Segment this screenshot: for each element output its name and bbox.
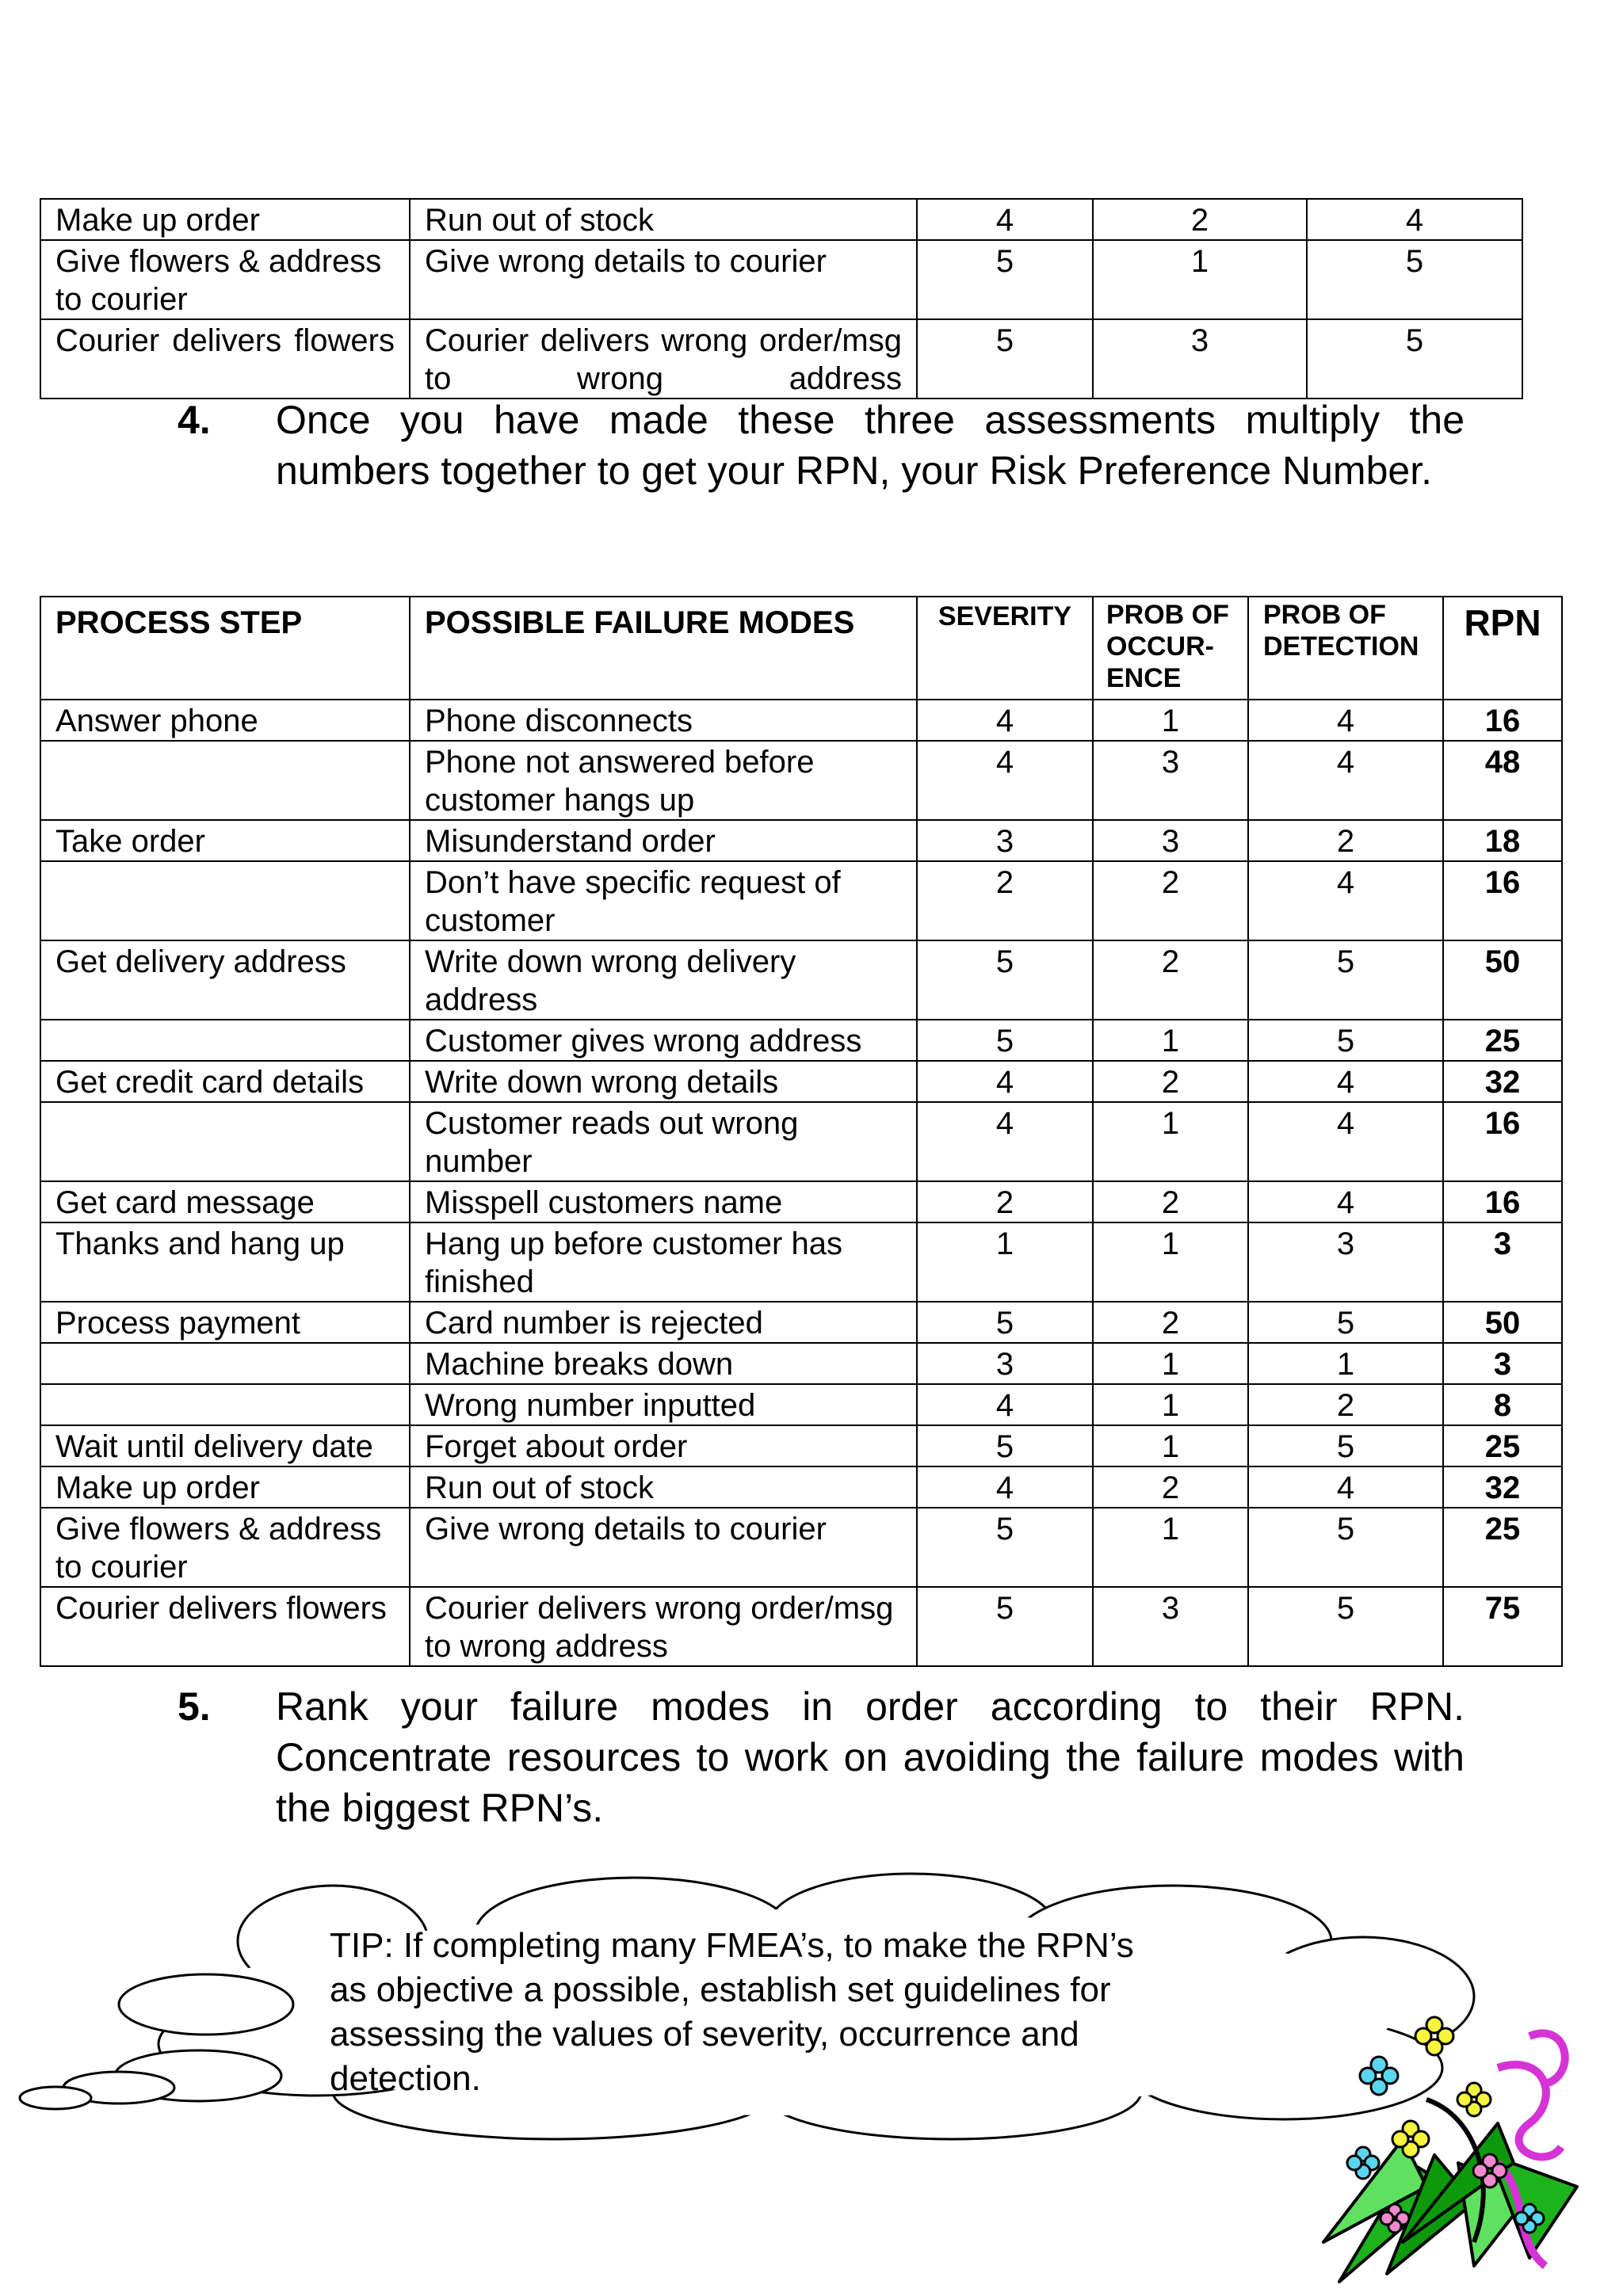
header-rpn: RPN — [1443, 597, 1562, 700]
occurrence-cell: 1 — [1093, 1222, 1248, 1302]
fmea-table-continued — [40, 198, 1523, 399]
process-step-cell — [40, 1102, 410, 1181]
table-row — [40, 700, 1562, 741]
occurrence-cell: 1 — [1093, 1425, 1248, 1466]
occurrence-cell: 3 — [1093, 319, 1307, 399]
detection-cell: 5 — [1248, 940, 1443, 1020]
failure-mode-cell: Forget about order — [410, 1425, 917, 1466]
severity-cell: 1 — [917, 1222, 1093, 1302]
occurrence-cell: 1 — [1093, 1020, 1248, 1061]
failure-mode-cell: Wrong number inputted — [410, 1384, 917, 1425]
process-step-cell — [40, 1343, 410, 1384]
severity-cell: 5 — [917, 940, 1093, 1020]
detection-cell: 4 — [1307, 199, 1522, 240]
detection-cell: 5 — [1248, 1508, 1443, 1587]
severity-cell: 5 — [917, 1020, 1093, 1061]
table-row — [40, 1302, 1562, 1343]
process-step-cell: Courier delivers flowers — [40, 319, 410, 399]
severity-cell: 5 — [917, 1587, 1093, 1666]
process-step-cell: Make up order — [40, 199, 410, 240]
rpn-cell: 48 — [1443, 741, 1562, 820]
detection-cell: 5 — [1307, 240, 1522, 319]
instruction-step-5 — [178, 1681, 1465, 1840]
table-row — [40, 861, 1562, 940]
rpn-cell: 25 — [1443, 1508, 1562, 1587]
header-failure-modes: POSSIBLE FAILURE MODES — [410, 597, 917, 700]
detection-cell: 5 — [1248, 1302, 1443, 1343]
rpn-cell: 16 — [1443, 861, 1562, 940]
detection-cell: 4 — [1248, 700, 1443, 741]
severity-cell: 3 — [917, 1343, 1093, 1384]
detection-cell: 4 — [1248, 861, 1443, 940]
rpn-cell: 16 — [1443, 1102, 1562, 1181]
table-row — [40, 1222, 1562, 1302]
severity-cell: 4 — [917, 700, 1093, 741]
detection-cell: 2 — [1248, 1384, 1443, 1425]
failure-mode-cell: Write down wrong details — [410, 1061, 917, 1102]
table-row — [40, 1343, 1562, 1384]
severity-cell: 4 — [917, 1466, 1093, 1508]
table-row — [40, 820, 1562, 861]
table-row — [40, 1425, 1562, 1466]
process-step-cell: Give flowers & address to courier — [40, 1508, 410, 1587]
occurrence-cell: 2 — [1093, 1466, 1248, 1508]
process-step-cell: Courier delivers flowers — [40, 1587, 410, 1666]
occurrence-cell: 3 — [1093, 1587, 1248, 1666]
detection-cell: 4 — [1248, 1102, 1443, 1181]
occurrence-cell: 1 — [1093, 1508, 1248, 1587]
rpn-cell: 75 — [1443, 1587, 1562, 1666]
severity-cell: 5 — [917, 1508, 1093, 1587]
process-step-cell: Get delivery address — [40, 940, 410, 1020]
occurrence-cell: 1 — [1093, 700, 1248, 741]
table-row — [40, 1181, 1562, 1222]
detection-cell: 3 — [1248, 1222, 1443, 1302]
failure-mode-cell: Phone not answered before customer hangs up — [410, 741, 917, 820]
table-row — [40, 1384, 1562, 1425]
detection-cell: 5 — [1248, 1587, 1443, 1666]
table-row — [40, 319, 1522, 399]
severity-cell: 4 — [917, 1102, 1093, 1181]
severity-cell: 2 — [917, 1181, 1093, 1222]
table-row — [40, 1102, 1562, 1181]
severity-cell: 3 — [917, 820, 1093, 861]
failure-mode-cell: Give wrong details to courier — [410, 240, 917, 319]
header-severity: SEVERITY — [917, 597, 1093, 700]
process-step-cell: Get card message — [40, 1181, 410, 1222]
failure-mode-cell: Hang up before customer has finished — [410, 1222, 917, 1302]
detection-cell: 4 — [1248, 1466, 1443, 1508]
detection-cell: 4 — [1248, 741, 1443, 820]
table-row — [40, 1020, 1562, 1061]
severity-cell: 4 — [917, 1061, 1093, 1102]
severity-cell: 4 — [917, 199, 1093, 240]
table-row — [40, 1587, 1562, 1666]
table-row — [40, 741, 1562, 820]
failure-mode-cell: Write down wrong delivery address — [410, 940, 917, 1020]
rpn-cell: 50 — [1443, 1302, 1562, 1343]
severity-cell: 5 — [917, 1302, 1093, 1343]
rpn-cell: 3 — [1443, 1343, 1562, 1384]
header-process-step: PROCESS STEP — [40, 597, 410, 700]
failure-mode-cell: Courier delivers wrong order/msg to wrong address — [410, 319, 917, 399]
detection-cell: 1 — [1248, 1343, 1443, 1384]
detection-cell: 5 — [1248, 1425, 1443, 1466]
occurrence-cell: 2 — [1093, 1181, 1248, 1222]
process-step-cell: Wait until delivery date — [40, 1425, 410, 1466]
rpn-cell: 32 — [1443, 1466, 1562, 1508]
failure-mode-cell: Don’t have specific request of customer — [410, 861, 917, 940]
rpn-cell: 25 — [1443, 1425, 1562, 1466]
process-step-cell: Thanks and hang up — [40, 1222, 410, 1302]
table-row — [40, 1508, 1562, 1587]
occurrence-cell: 3 — [1093, 820, 1248, 861]
flower-bouquet-icon — [1292, 2004, 1609, 2290]
process-step-cell — [40, 741, 410, 820]
step-text: Rank your failure modes in order according to their RPN. Concentrate resources to work on avoiding the failure modes with the biggest RPN’s. — [276, 1684, 1465, 1830]
table-row — [40, 1061, 1562, 1102]
rpn-cell: 50 — [1443, 940, 1562, 1020]
process-step-cell: Answer phone — [40, 700, 410, 741]
severity-cell: 4 — [917, 741, 1093, 820]
failure-mode-cell: Misspell customers name — [410, 1181, 917, 1222]
occurrence-cell: 1 — [1093, 1343, 1248, 1384]
table-row — [40, 1466, 1562, 1508]
failure-mode-cell: Customer gives wrong address — [410, 1020, 917, 1061]
process-step-cell: Give flowers & address to courier — [40, 240, 410, 319]
occurrence-cell: 1 — [1093, 1384, 1248, 1425]
process-step-cell: Get credit card details — [40, 1061, 410, 1102]
failure-mode-cell: Card number is rejected — [410, 1302, 917, 1343]
process-step-cell — [40, 1020, 410, 1061]
failure-mode-cell: Give wrong details to courier — [410, 1508, 917, 1587]
rpn-cell: 18 — [1443, 820, 1562, 861]
failure-mode-cell: Misunderstand order — [410, 820, 917, 861]
rpn-cell: 3 — [1443, 1222, 1562, 1302]
rpn-cell: 16 — [1443, 1181, 1562, 1222]
detection-cell: 5 — [1307, 319, 1522, 399]
rpn-cell: 16 — [1443, 700, 1562, 741]
severity-cell: 2 — [917, 861, 1093, 940]
step-number: 4. — [178, 398, 211, 442]
occurrence-cell: 2 — [1093, 940, 1248, 1020]
table-row — [40, 199, 1522, 240]
failure-mode-cell: Courier delivers wrong order/msg to wrong address — [410, 1587, 917, 1666]
severity-cell: 5 — [917, 319, 1093, 399]
step-text: Once you have made these three assessments multiply the numbers together to get your RPN, your Risk Preference Number. — [276, 398, 1465, 493]
severity-cell: 5 — [917, 240, 1093, 319]
occurrence-cell: 2 — [1093, 861, 1248, 940]
severity-cell: 5 — [917, 1425, 1093, 1466]
failure-mode-cell: Phone disconnects — [410, 700, 917, 741]
process-step-cell: Take order — [40, 820, 410, 861]
rpn-cell: 25 — [1443, 1020, 1562, 1061]
header-detection: PROB OF DETECTION — [1248, 597, 1443, 700]
process-step-cell — [40, 861, 410, 940]
process-step-cell — [40, 1384, 410, 1425]
rpn-cell: 32 — [1443, 1061, 1562, 1102]
occurrence-cell: 1 — [1093, 240, 1307, 319]
occurrence-cell: 2 — [1093, 1061, 1248, 1102]
tip-callout: TIP: If completing many FMEA’s, to make the RPN’s as objective a possible, establish set guidelines for assessing the values of severity, occurrence and detection. — [330, 1926, 1134, 2098]
instruction-step-4 — [178, 395, 1465, 553]
failure-mode-cell: Machine breaks down — [410, 1343, 917, 1384]
table-header-row — [40, 597, 1562, 700]
occurrence-cell: 2 — [1093, 1302, 1248, 1343]
detection-cell: 4 — [1248, 1061, 1443, 1102]
occurrence-cell: 1 — [1093, 1102, 1248, 1181]
fmea-table — [40, 596, 1563, 1667]
failure-mode-cell: Run out of stock — [410, 1466, 917, 1508]
table-row — [40, 240, 1522, 319]
step-number: 5. — [178, 1684, 211, 1729]
header-occurrence: PROB OF OCCUR-ENCE — [1093, 597, 1248, 700]
process-step-cell: Process payment — [40, 1302, 410, 1343]
table-row — [40, 940, 1562, 1020]
detection-cell: 4 — [1248, 1181, 1443, 1222]
detection-cell: 5 — [1248, 1020, 1443, 1061]
failure-mode-cell: Run out of stock — [410, 199, 917, 240]
detection-cell: 2 — [1248, 820, 1443, 861]
occurrence-cell: 2 — [1093, 199, 1307, 240]
severity-cell: 4 — [917, 1384, 1093, 1425]
rpn-cell: 8 — [1443, 1384, 1562, 1425]
occurrence-cell: 3 — [1093, 741, 1248, 820]
process-step-cell: Make up order — [40, 1466, 410, 1508]
failure-mode-cell: Customer reads out wrong number — [410, 1102, 917, 1181]
